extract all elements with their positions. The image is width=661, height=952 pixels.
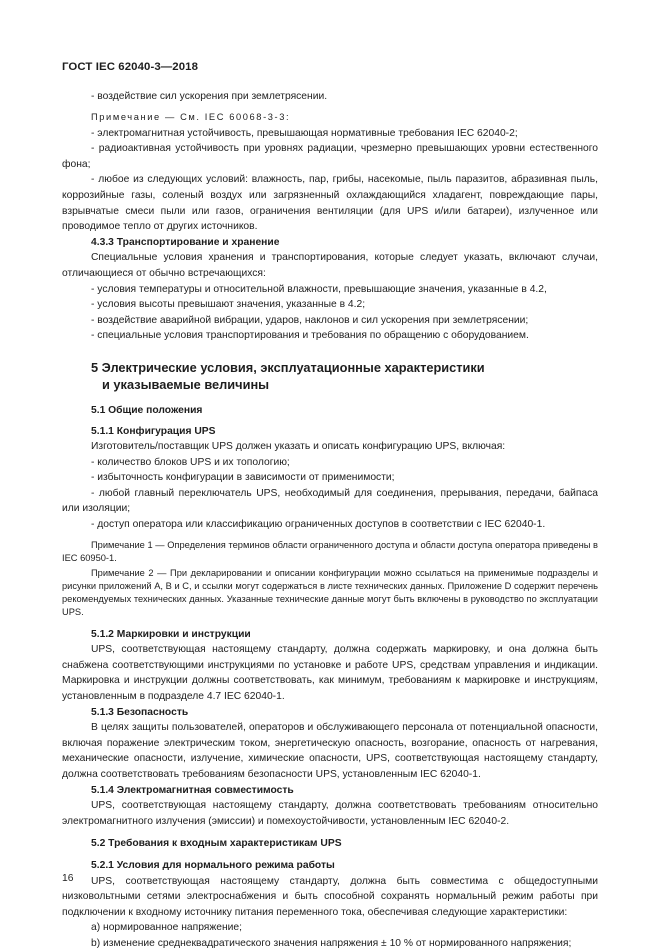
section-heading-5-1-3: 5.1.3 Безопасность	[91, 706, 189, 718]
paragraph: В целях защиты пользователей, операторов и обслуживающего персонала от потенциальной опасности, включая поражение электрическим током, энергетическую опасность, возгорание, опасность от нагревания, механические опасности, излучение, химические опасности, UPS, соответствующая настоящему стандарту, должна соответствовать требованиям безопасности UPS, установленным IEC 62040-1.	[62, 722, 598, 780]
list-item: - электромагнитная устойчивость, превышающая нормативные требования IEC 62040-2;	[91, 127, 518, 139]
list-item: а) нормированное напряжение;	[91, 922, 243, 934]
list-item: - радиоактивная устойчивость при уровнях радиации, чрезмерно превышающих уровни естественного фона;	[62, 143, 598, 170]
section-heading-5-1: 5.1 Общие положения	[91, 404, 203, 416]
paragraph: UPS, соответствующая настоящему стандарту, должна соответствовать требованиям относительно электромагнитного излучения (эмиссии) и помехоустойчивости, установленным IEC 62040-2.	[62, 800, 598, 827]
section-heading-5-2: 5.2 Требования к входным характеристикам UPS	[91, 838, 342, 850]
list-item: - специальные условия транспортирования и требования по обращению с оборудованием.	[91, 330, 529, 342]
paragraph: Специальные условия хранения и транспортирования, которые следует указать, включают случаи, отличающиеся от обычно встречающихся:	[62, 252, 598, 279]
note-1: Примечание 1 — Определения терминов области ограниченного доступа и области доступа оператора приведены в IEC 60950-1.	[62, 539, 598, 563]
list-item: b) изменение среднеквадратического значения напряжения ± 10 % от нормированного напряжения;	[91, 937, 572, 949]
list-item: - воздействие аварийной вибрации, ударов, наклонов и сил ускорения при землетрясении;	[91, 314, 529, 326]
section-heading-4-3-3: 4.3.3 Транспортирование и хранение	[91, 236, 280, 248]
list-item: - условия температуры и относительной влажности, превышающие значения, указанные в 4.2,	[91, 283, 547, 295]
section-heading-5-1-1: 5.1.1 Конфигурация UPS	[91, 425, 216, 437]
paragraph: UPS, соответствующая настоящему стандарту, должна быть совместима с общедоступными низковольтными сетями электроснабжения и быть способной сохранять нормальный режим работы при подключении к входному источнику питания переменного тока, обеспечивая следующие характеристики:	[62, 875, 598, 918]
section-heading-5-line2: и указываемые величины	[102, 376, 270, 392]
list-item: - условия высоты превышают значения, указанные в 4.2;	[91, 299, 366, 311]
document-body	[62, 89, 598, 952]
list-item: - количество блоков UPS и их топологию;	[91, 456, 290, 468]
list-item: - доступ оператора или классификацию ограниченных доступов в соответствии с IEC 62040-1.	[91, 519, 546, 531]
list-item: - воздействие сил ускорения при землетрясении.	[91, 91, 328, 102]
list-item: - избыточность конфигурации в зависимости от применимости;	[91, 472, 395, 484]
paragraph: Изготовитель/поставщик UPS должен указать и описать конфигурацию UPS, включая:	[91, 441, 506, 453]
section-heading-5-1-4: 5.1.4 Электромагнитная совместимость	[91, 784, 294, 796]
list-item: - любое из следующих условий: влажность, пар, грибы, насекомые, пыль паразитов, абразивная пыль, коррозийные газы, соленый воздух или загрязненный охлаждающийся хладагент, повреждающие пары, взрывчатые смеси пыли или газов, ограничения вентиляции (для UPS и/или батареи), излученное или проводимое тепло от других источников.	[62, 174, 598, 233]
section-heading-5-line1: 5 Электрические условия, эксплуатационные характеристики	[91, 359, 485, 375]
document-header: ГОСТ IEC 62040-3—2018	[62, 61, 199, 73]
page-number: 16	[62, 873, 74, 884]
note-2: Примечание 2 — При декларировании и описании конфигурации можно ссылаться на применимые подразделы и рисунки приложений А, В и С, и ссылки могут содержаться в листе технических данных. Приложение D содержит перечень рекомендуемых технических данных. Указанные технические данные могут быть включены в руководство по эксплуатации UPS.	[62, 567, 598, 617]
list-item: - любой главный переключатель UPS, необходимый для соединения, прерывания, передачи, байпаса или изоляции;	[62, 487, 598, 515]
section-heading-5-2-1: 5.2.1 Условия для нормального режима работы	[91, 859, 335, 871]
note-text: Примечание — См. IEC 60068-3-3:	[91, 111, 291, 122]
note	[62, 111, 598, 124]
section-heading-5-1-2: 5.1.2 Маркировки и инструкции	[91, 628, 251, 640]
paragraph: UPS, соответствующая настоящему стандарту, должна содержать маркировку, и она должна быть снабжена соответствующими инструкциями по установке и работе UPS, средствам управления и индикации. Маркировка и инструкции должны соответствовать, как минимум, требованиям к маркировке и инструкциям, установленным в подразделе 4.7 IEC 62040-1.	[62, 644, 598, 703]
section-heading-5	[62, 359, 598, 393]
